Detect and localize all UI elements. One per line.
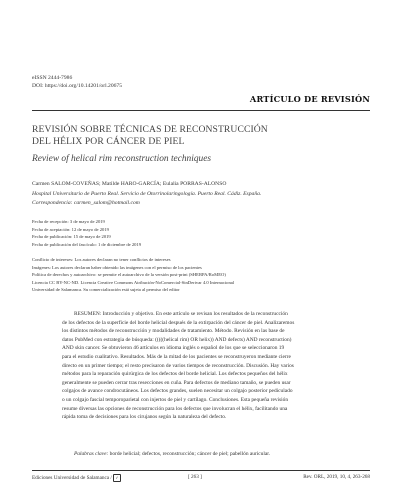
doi-link[interactable]: DOI: https://doi.org/10.14201/orl.20675 [32,83,123,89]
abstract [62,310,372,422]
abstract-line: resume diversas las opciones de reconstrucción para los defectos que involucran el hélix, facilitando una [62,405,288,412]
section-label: ARTÍCULO DE REVISIÓN [249,94,370,104]
date-accepted: Fecha de aceptación: 12 de mayo de 2019 [32,226,109,232]
section-header [32,94,370,111]
note-university: Universidad de Salamanca. Su comercialización está sujeta al permiso del editor [32,287,180,293]
footer-publisher [32,474,121,482]
abstract-line: los distintos métodos de reconstrucción y modalidades de tratamiento. Método. Revisión en las base de [62,328,285,335]
date-issue-published: Fecha de publicación del fascículo: 1 de diciembre de 2019 [32,241,142,247]
abstract-line: métodos para la reparación quirúrgica de los defectos del borde helicial. Los defectos pequeños del hélix [62,371,288,378]
author-affiliation: Hospital Universitario de Puerto Real. Servicio de Otorrinolaringología. Puerto Real. Cádiz. España. [32,190,262,197]
date-published: Fecha de publicación: 15 de mayo de 2019 [32,234,111,240]
note-license: Licencia CC BY-NC-ND. Licencia Creative Commons Atribución-NoComercial-SinDerivar 4.0 Internacional [32,279,235,285]
keywords-label: Palabras clave: [74,451,109,457]
title-line-1: REVISIÓN SOBRE TÉCNICAS DE RECONSTRUCCIÓN [32,124,268,135]
footer-citation: Rev. ORL, 2019, 10, 4, 263-268 [303,474,370,480]
abstract-line: RESUMEN: Introducción y objetivo. En este artículo se revisan los resultados de la reconstrucción [74,311,288,317]
abstract-line: o un colgajo fascial temporoparietal con injertos de piel y cartílago. Conclusiones. Esta pequeña revisión [62,396,289,403]
note-images: Imágenes: Los autores declaran haber obtenido las imágenes con el permiso de los pacientes [32,264,202,270]
publisher-text: Ediciones Universidad de Salamanca / [32,475,114,482]
date-received: Fecha de recepción: 3 de mayo de 2019 [32,219,105,224]
keywords-text: borde helicial; defectos, reconstrucción; cáncer de piel; pabellón auricular. [109,451,271,457]
note-conflicts: Conflicto de intereses: Los autores declaran no tener conflictos de intereses [32,257,171,262]
author-block [32,180,370,209]
author-names: Carmen SALOM-COVEÑAS; Matilde HARO-GARCÍA; Eulalia PORRAS-ALONSO [32,181,227,187]
abstract-line: datos PubMed con estrategia de búsqueda: (((((helical rim) OR helix)) AND defects) AND reconstruction) [62,336,292,343]
correspondence-email[interactable]: Correspondencia: carmen_salom@hotmail.com [32,200,140,206]
publication-dates [32,218,141,248]
abstract-line: de los defectos de la superficie del borde helicial después de la extirpación del cáncer de piel. Analizaremos [62,319,295,326]
note-selfarchive: Política de derechos y autoarchivo: se permite el autoarchivo de la versión post-print (SHERPA/RoMEO) [32,272,226,278]
issn-text: eISSN 2444-7986 [32,75,73,81]
footer-page-number: [ 263 ] [188,474,202,480]
legal-notes [32,256,352,294]
title-line-2: DEL HÉLIX POR CÁNCER DE PIEL [32,135,185,147]
article-title-english: Review of helical rim reconstruction techniques [32,154,212,164]
open-access-icon: ✓ [113,474,121,482]
abstract-line: rápida toma de decisiones para los cirujanos según la naturaleza del defecto. [62,414,227,421]
article-title-spanish [32,124,370,147]
abstract-line: AND skin cancer. Se obtuvieron 46 artículos en idioma inglés o español de los que se seleccionaron 19 [62,345,285,352]
abstract-line: directo en un primer tiempo; el resto precisaron de varios tiempos de reconstrucción. Discusión. Hay varios [62,362,294,369]
abstract-line: colgajos de avance condrocutáneos. Los defectos grandes, suelen necesitar un colgajo posterior pediculado [62,388,293,395]
abstract-line: generalmente se pueden cerrar tras resecciones en cuña. Para defectos de mediano tamaño, se pueden usar [62,379,291,386]
abstract-line: para el estudio cualitativo. Resultados. Más de la mitad de los pacientes se reconstruyeron mediante cierre [62,353,291,360]
keywords [62,450,372,459]
journal-identifiers [32,74,122,90]
